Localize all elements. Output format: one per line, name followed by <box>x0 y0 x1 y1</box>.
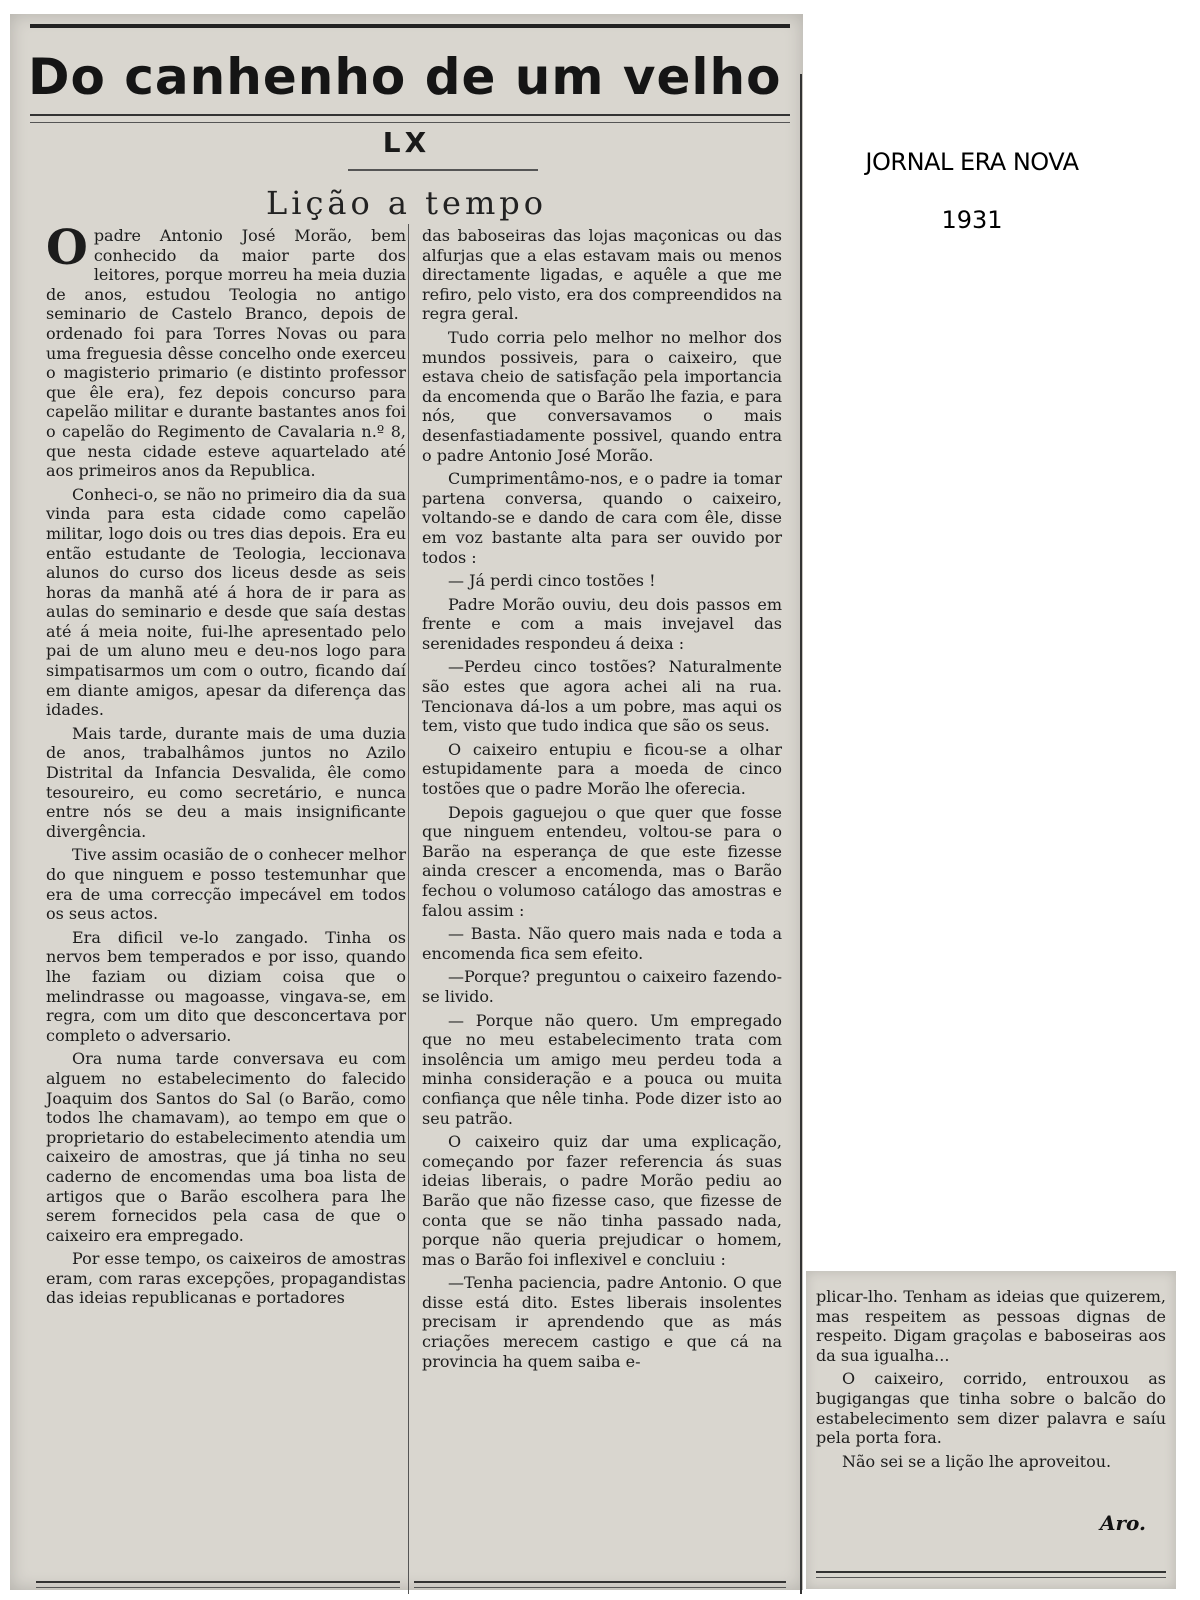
paragraph: O caixeiro, corrido, entrouxou as bugigangas que tinha sobre o balcão do estabelecimento sem dizer palavra e saíu pela porta fora. <box>816 1369 1166 1448</box>
paragraph: Padre Morão ouviu, deu dois passos em frente e com a mais invejavel das serenidades respondeu á deixa : <box>422 594 782 653</box>
bottom-rule-left <box>36 1581 400 1588</box>
continuation-clipping <box>806 1271 1176 1589</box>
paragraph: Conheci-o, se não no primeiro dia da sua vinda para esta cidade como capelão militar, logo dois ou tres dias depois. Era eu então estudante de Teologia, leccionava alunos do curso dos liceus desde as seis horas da manhã até á hora de ir para as aulas do seminario e desde que saía destas até á meia noite, fui-lhe apresentado pelo pai de um aluno meu e deu-nos logo para simpatisarmos um com o outro, ficando daí em diante amigos, apesar da diferença das idades. <box>46 484 406 720</box>
paragraph: Depois gaguejou o que quer que fosse que ninguem entendeu, voltou-se para o Barão na esperança de que este fizesse ainda crescer a encomenda, mas o Barão fechou o volumoso catálogo das amostras e falou assim : <box>422 802 782 920</box>
paragraph: Por esse tempo, os caixeiros de amostras eram, com raras excepções, propagandistas das ideias republicanas e portadores <box>46 1249 406 1308</box>
bottom-rule-middle <box>414 1581 786 1588</box>
paragraph: Tive assim ocasião de o conhecer melhor do que ninguem e posso testemunhar que era de uma correcção impecável em todos os seus actos. <box>46 845 406 924</box>
headline-rule <box>30 114 790 123</box>
left-column <box>46 220 406 1312</box>
right-edge-rule <box>800 74 802 1594</box>
paragraph: — Porque não quero. Um empregado que no meu estabelecimento trata com insolência um amigo meu perdeu toda a minha consideração e a pouca ou muita confiança que nêle tinha. Pode dizer isto ao seu patrão. <box>422 1010 782 1128</box>
column-divider <box>408 224 409 1594</box>
paragraph: Tudo corria pelo melhor no melhor dos mundos possiveis, para o caixeiro, que estava cheio de satisfação pela importancia da encomenda que o Barão lhe fazia, e para nós, que conversavamos o mais desenfastiadamente possivel, quando entra o padre Antonio José Morão. <box>422 327 782 465</box>
top-rule <box>30 24 790 28</box>
paragraph: das baboseiras das lojas maçonicas ou das alfurjas que a elas estavam mais ou menos directamente ligadas, e aquêle a que me refiro, pelo visto, era dos compreendidos na regra geral. <box>422 226 782 324</box>
bottom-rule-continuation <box>816 1571 1166 1578</box>
caption-year: 1931 <box>941 206 1003 234</box>
paragraph: — Basta. Não quero mais nada e toda a encomenda fica sem efeito. <box>422 924 782 963</box>
paragraph: Não sei se a lição lhe aproveitou. <box>842 1451 1112 1471</box>
paragraph: Era dificil ve-lo zangado. Tinha os nervos bem temperados e por isso, quando lhe faziam ou diziam coisa que o melindrasse ou magoasse, vingava-se, em regra, com um dito que desconcertava por completo o adversario. <box>46 927 406 1045</box>
numeral-rule <box>348 169 538 171</box>
paragraph: O caixeiro quiz dar uma explicação, começando por fazer referencia ás suas ideias liberais, o padre Morão pediu ao Barão que não fizesse caso, que fizesse de conta que se não tinha passado nada, porque não queria prejudicar o homem, mas o Barão foi inflexivel e concluiu : <box>422 1132 782 1269</box>
article-numeral: LX <box>382 126 431 159</box>
drop-cap: O <box>46 220 88 276</box>
paragraph: —Porque? preguntou o caixeiro fazendo-se livido. <box>422 967 782 1006</box>
paragraph <box>46 220 406 481</box>
first-paragraph-text: padre Antonio José Morão, bem conhecido da maior parte dos leitores, porque morreu ha meia duzia de anos, estudou Teologia no antigo seminario de Castelo Branco, depois de ordenado foi para Torres Novas ou para uma freguesia dêsse concelho onde exerceu o magisterio primario (e distinto professor que êle era), fez depois concurso para capelão militar e durante bastantes anos foi o capelão do Regimento de Cavalaria n.º 8, que nesta cidade esteve aquartelado até aos primeiros anos da Republica. <box>46 226 406 481</box>
continuation-column <box>816 1287 1166 1475</box>
article-headline: Do canhenho de um velho <box>28 48 782 106</box>
author-signature: Aro. <box>1099 1511 1146 1535</box>
caption-title: JORNAL ERA NOVA <box>865 148 1079 176</box>
paragraph: Cumprimentâmo-nos, e o padre ia tomar partena conversa, quando o caixeiro, voltando-se e dando de cara com êle, disse em voz bastante alta para ser ouvido por todos : <box>422 469 782 567</box>
paragraph: Mais tarde, durante mais de uma duzia de anos, trabalhâmos juntos no Azilo Distrital da Infancia Desvalida, êle como tesoureiro, eu como secretário, e nunca entre nós se deu a mais insignificante divergência. <box>46 723 406 841</box>
paragraph: —Tenha paciencia, padre Antonio. O que disse está dito. Estes liberais insolentes precisam ir aprendendo que as más criações merecem castigo e que cá na provincia ha quem saiba e- <box>422 1273 782 1371</box>
paragraph: — Já perdi cinco tostões ! <box>448 571 656 591</box>
newspaper-clipping <box>10 14 803 1590</box>
paragraph: O caixeiro entupiu e ficou-se a olhar estupidamente para a moeda de cinco tostões que o padre Morão lhe oferecia. <box>422 739 782 799</box>
paragraph: Ora numa tarde conversava eu com alguem no estabelecimento do falecido Joaquim dos Santos do Sal (o Barão, como todos lhe chamavam), ao tempo em que o proprietario do estabelecimento atendia um caixeiro de amostras, que já tinha no seu caderno de encomendas uma boa lista de artigos que o Barão escolhera para lhe serem fornecidos pela casa de que o caixeiro era empregado. <box>46 1049 406 1245</box>
paragraph: —Perdeu cinco tostões? Naturalmente são estes que agora achei ali na rua. Tencionava dá-los a um pobre, mas aqui os tem, visto que tudo indica que são os seus. <box>422 657 782 736</box>
middle-column <box>422 226 782 1375</box>
article-subtitle: Lição a tempo <box>265 184 548 222</box>
paragraph: plicar-lho. Tenham as ideias que quizerem, mas respeitem as pessoas dignas de respeito. Digam graçolas e baboseiras aos da sua igualha... <box>816 1287 1166 1365</box>
